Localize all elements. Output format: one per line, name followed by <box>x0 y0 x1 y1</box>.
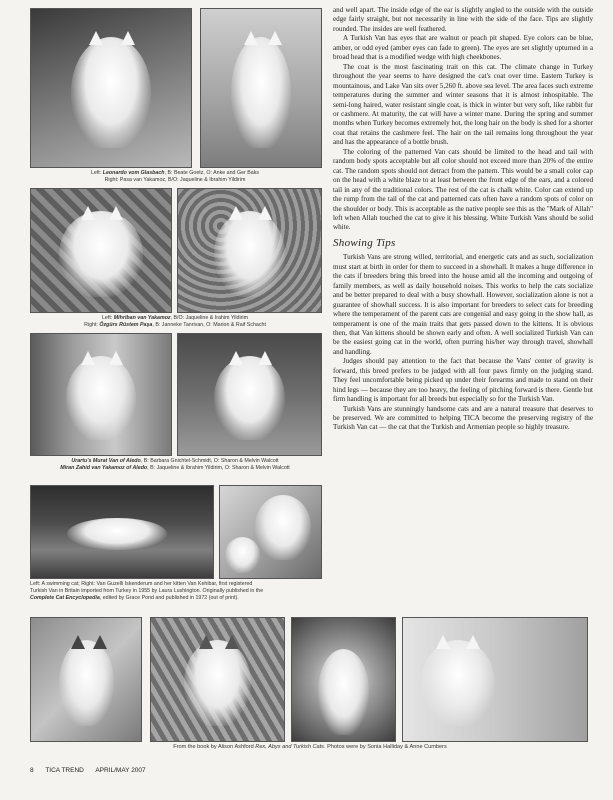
section-heading: Showing Tips <box>333 236 396 249</box>
page-footer <box>30 767 156 774</box>
article-column <box>333 6 593 433</box>
photo-cat-bottom-3 <box>291 617 396 742</box>
article-paragraph: A Turkish Van has eyes that are walnut or peach pit shaped. Eye colors can be blue, amber, or odd eyed (amber eyes can fade to green). The eyes are set slightly upturned in a broad head that is a modified wedge with high cheekbones. <box>333 34 593 62</box>
article-paragraph: and well apart. The inside edge of the ear is slightly angled to the outside with the outside edge fairly straight, but not necessarily in line with the side of the face. Tips are slightly rounded. The insides are well feathered. <box>333 6 593 33</box>
photo-cat-4 <box>177 188 322 313</box>
caption-row-1: Left: Leonardo vom Glasbach, B: Beate Goetz, O: Anke and Ger Baks Right: Pasa van Yakamoz, B/O: Jaqueline & Ibrahim Yildirim <box>90 170 260 183</box>
issue-date: APRIL/MAY 2007 <box>95 767 146 774</box>
caption-row-4: Left: A swimming cat; Right: Van Guzelli Iskenderum and her kitten Van Kehibar, first registered Turkish Van in Britain imported from Turkey in 1955 by Laura Lushington. Originally published in the Complete Cat Encyclopedia, edited by Grace Pond and published in 1972 (out of print). <box>30 581 264 601</box>
page-number: 8 <box>30 767 34 774</box>
magazine-name: TICA TREND <box>45 767 84 774</box>
article-paragraph: Turkish Vans are strong willed, territorial, and energetic cats and as such, socialization must start at birth in order for them to succeed in a showhall. It makes a huge difference in the cats if breeders bring this breed into the house amid all the incoming and outgoing of family members, as well as daily household noises. This works to help the cats socialize and be better prepared to deal with a busy showhall. However, socialization alone is not a guarantee of showhall success. It is also important for breeders to select cats for breeding where the temperament of the parent cats are congenial and easy going in the show hall, as temperament is one of the main traits that gets passed down to the kittens. It is obvious then, that Van kittens should be shown early and often. A well socialized Turkish Van can be the easiest going cat in the world, often purring his/her way through travel, showhall and handling. <box>333 253 593 356</box>
photo-cat-5 <box>30 333 172 456</box>
photo-cat-bottom-1 <box>30 617 142 742</box>
caption-row-2: Left: Mihriban van Yakamoz, B/O: Jaqueline & Irahim Yildirim Right: Özgürs Rüstem Paşa, B: Janneke Tanrivan, O: Marion & Raif Schacht <box>84 315 266 328</box>
article-paragraph: Turkish Vans are stunningly handsome cats and are a natural treasure that deserves to be preserved. We are committed to helping TICA become the preserving registry of the Turkish Van cat — the cat that the Turkish and Armenian people so highly treasure. <box>333 404 593 432</box>
photo-cat-1 <box>30 8 192 168</box>
photo-cat-2 <box>200 8 322 168</box>
article-paragraph: The coloring of the patterned Van cats should be limited to the head and tail with random body spots acceptable but all color should not exceed more than 20% of the entire cat. The random spots should not detract from the pattern. This would be a small color cap on the head with a white blaze to at least between the front edge of the ears, and a colored tail in any of the traditional colors. The rest of the cat is chalk white. Color can extend up the rump from the tail of the cat and patterned cats often have a random spots of color on the shoulder or body. This is acceptable as the native people see this as the "Mark of Allah" left when Allah touched the cat to give it his blessing. White Turkish Vans should be solid white. <box>333 147 593 232</box>
photo-cat-bottom-4 <box>402 617 588 742</box>
photo-cat-3 <box>30 188 172 313</box>
photo-cat-and-kitten <box>219 485 322 579</box>
article-paragraph: Judges should pay attention to the fact that because the Vans' center of gravity is forward, this breed prefers to be judged with all four paws firmly on the judging stand. They feel uncomfortable being picked up under their forearms and made to stand on their hind legs — because they are too heavy, the feeling of pitching forward is there. Gentle but firm handling is important for all breeds but especially so for the Turkish Van. <box>333 357 593 404</box>
caption-row-3: Urartu's Murat Van of Aledo, B: Barbara Gnichtel-Schmidt, O: Sharon & Melvin Walcott Miran Zahid van Yakamoz of Aledo, B: Jaqueline & Ibrahim Yildirim, O: Sharon & Melvin Walcott <box>60 458 290 471</box>
photo-swimming-cat <box>30 485 214 579</box>
photo-cat-6 <box>177 333 322 456</box>
photo-cat-bottom-2 <box>150 617 285 742</box>
photo-credit-caption: From the book by Alison Ashford Rex, Abys and Turkish Cats. Photos were by Sonia Halliday & Anne Cumbers <box>173 744 447 750</box>
article-paragraph: The coat is the most fascinating trait on this cat. The climate change in Turkey throughout the year seems to have designed the cat's coat over time. Eastern Turkey is mountainous, and Lake Van sits over 5,260 ft. above sea level. The area faces such extreme temperatures during the summer and winter seasons that it is almost inhospitable. The semi-long haired, water resistant single coat, is thick in winter but very soft, like rabbit fur or cashmere. At maturity, the cat will have a winter mane. During the spring and summer months when Turkey becomes extremely hot, the long hair on the body is shed for a shorter coat that retains the cashmere feel. The hair on the tail remains long throughout the year and has the appearance of a bottle brush. <box>333 62 593 147</box>
